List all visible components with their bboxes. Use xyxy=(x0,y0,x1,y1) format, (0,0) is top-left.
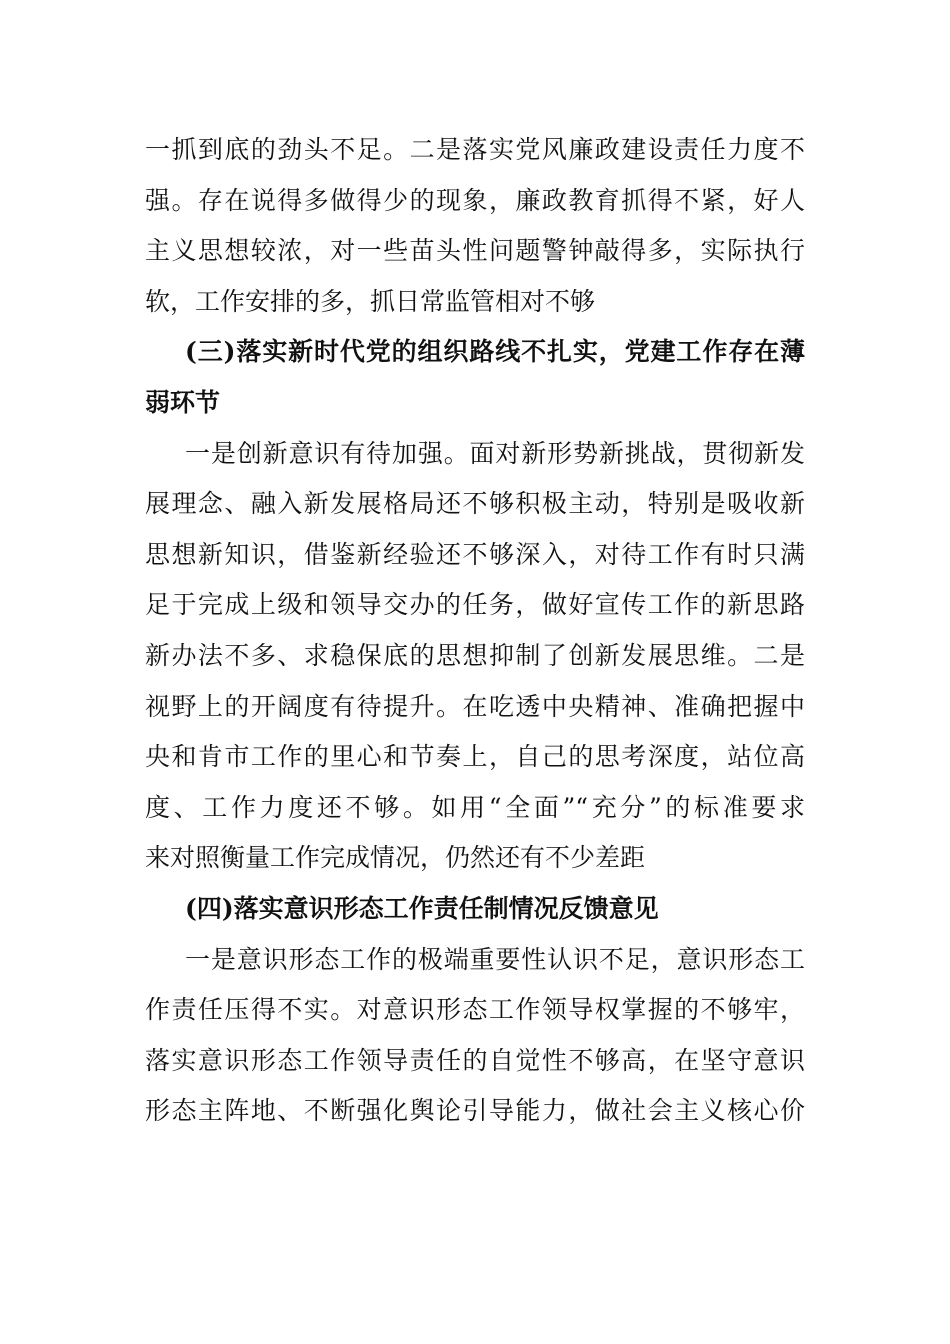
body-text-line: 一抓到底的劲头不足。二是落实党风廉政建设责任力度不 xyxy=(145,135,805,164)
body-text-line: 足于完成上级和领导交办的任务，做好宣传工作的新思路 xyxy=(145,590,805,620)
body-text-line: 主义思想较浓，对一些苗头性问题警钟敲得多，实际执行 xyxy=(145,236,805,266)
body-text-line: 落实意识形态工作领导责任的自觉性不够高，在坚守意识 xyxy=(145,1045,805,1075)
body-text-line: 强。存在说得多做得少的现象，廉政教育抓得不紧，好人 xyxy=(145,185,805,215)
body-text-line: 展理念、融入新发展格局还不够积极主动，特别是吸收新 xyxy=(145,489,805,519)
body-text-line: 思想新知识，借鉴新经验还不够深入，对待工作有时只满 xyxy=(145,539,805,569)
section-heading-3-continued: 弱环节 xyxy=(145,387,221,417)
body-text-line: 央和肯市工作的里心和节奏上，自己的思考深度，站位高 xyxy=(145,742,805,772)
body-text-line: 作责任压得不实。对意识形态工作领导权掌握的不够牢， xyxy=(145,995,805,1025)
section-heading-3: (三)落实新时代党的组织路线不扎实，党建工作存在薄 xyxy=(185,337,805,367)
body-text-line: 软，工作安排的多，抓日常监管相对不够 xyxy=(145,286,596,316)
section-heading-4: (四)落实意识形态工作责任制情况反馈意见 xyxy=(185,893,659,923)
body-text-line: 一是意识形态工作的极端重要性认识不足，意识形态工 xyxy=(185,944,805,974)
body-text-line: 度、工作力度还不够。如用“全面”“充分”的标准要求 xyxy=(145,792,805,822)
document-body xyxy=(145,125,805,1137)
body-text-line: 视野上的开阔度有待提升。在吃透中央精神、准确把握中 xyxy=(145,691,805,721)
body-text-line: 形态主阵地、不断强化舆论引导能力，做社会主义核心价 xyxy=(145,1096,805,1126)
body-text-line: 一是创新意识有待加强。面对新形势新挑战，贯彻新发 xyxy=(185,438,805,468)
body-text-line: 来对照衡量工作完成情况，仍然还有不少差距 xyxy=(145,843,646,873)
body-text-line: 新办法不多、求稳保底的思想抑制了创新发展思维。二是 xyxy=(145,640,805,670)
